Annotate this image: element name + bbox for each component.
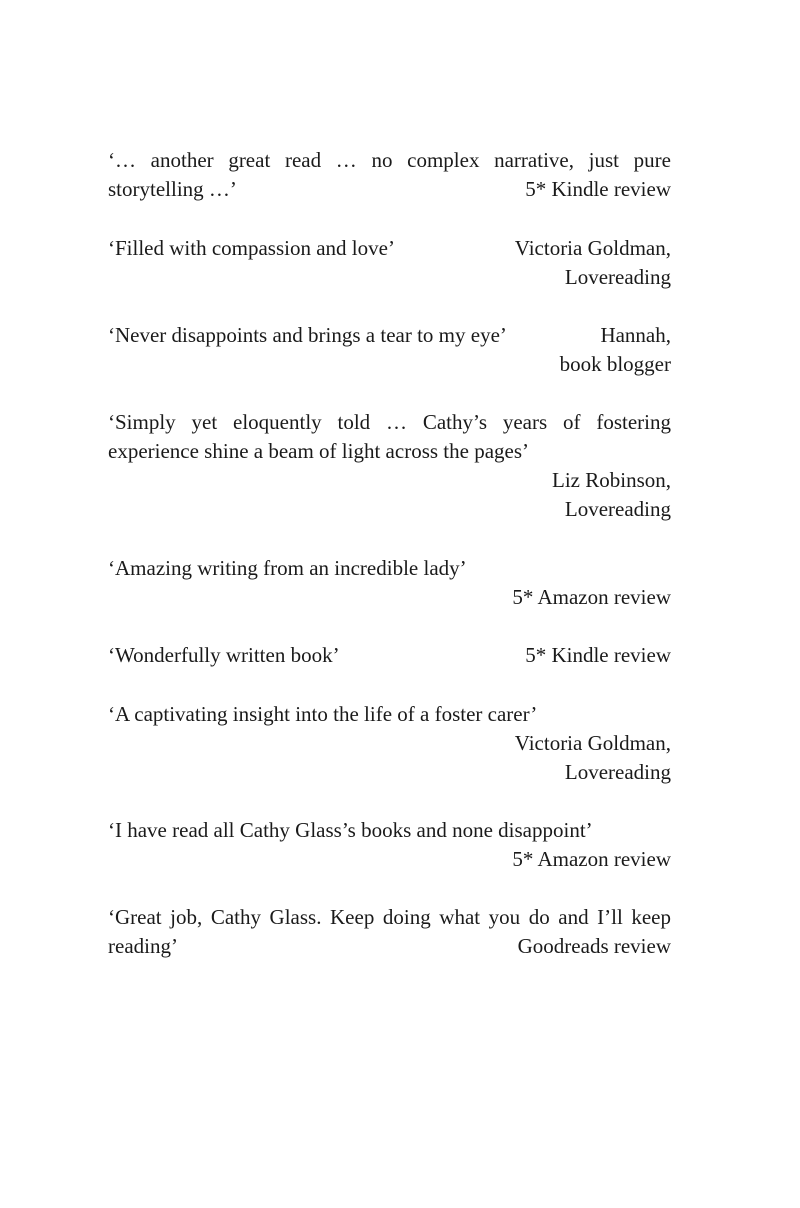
quote-source: Lovereading — [564, 497, 671, 521]
review-quote — [108, 234, 671, 292]
quote-text: ‘I have read all Cathy Glass’s books and none disappoint’ — [108, 818, 593, 842]
quote-text: ‘Great job, Cathy Glass. Keep doing what you do and I’ll keep — [108, 905, 671, 929]
review-quote — [108, 146, 671, 204]
review-quote — [108, 700, 671, 787]
quote-source: Hannah, — [600, 323, 671, 347]
quote-text: ‘A captivating insight into the life of a foster carer’ — [108, 702, 538, 726]
quote-source: Liz Robinson, — [552, 468, 671, 492]
quote-text: ‘Simply yet eloquently told … Cathy’s years of fostering — [108, 410, 671, 434]
quote-text: reading’ — [108, 934, 178, 958]
quote-source: 5* Amazon review — [512, 585, 671, 609]
quote-source: 5* Amazon review — [512, 847, 671, 871]
quote-source: Victoria Goldman, — [514, 731, 671, 755]
quote-text: experience shine a beam of light across the pages’ — [108, 439, 529, 463]
review-quote — [108, 641, 671, 670]
quote-source: Lovereading — [564, 265, 671, 289]
quote-source: Victoria Goldman, — [514, 236, 671, 260]
quote-source: 5* Kindle review — [525, 643, 671, 667]
quote-source: book blogger — [559, 352, 671, 376]
review-quote — [108, 554, 671, 612]
quote-text: ‘Amazing writing from an incredible lady’ — [108, 556, 467, 580]
review-quote — [108, 816, 671, 874]
review-quote — [108, 408, 671, 524]
review-quote — [108, 903, 671, 961]
review-quote — [108, 321, 671, 379]
quote-text: ‘Wonderfully written book’ — [108, 643, 340, 667]
quote-source: Goodreads review — [517, 934, 671, 958]
quote-source: Lovereading — [564, 760, 671, 784]
quote-text: ‘… another great read … no complex narrative, just pure — [108, 148, 671, 172]
quote-text: ‘Filled with compassion and love’ — [108, 236, 395, 260]
quote-text: storytelling …’ — [108, 177, 237, 201]
review-quotes-page — [108, 0, 671, 1208]
quote-source: 5* Kindle review — [525, 177, 671, 201]
quote-text: ‘Never disappoints and brings a tear to my eye’ — [108, 323, 507, 347]
